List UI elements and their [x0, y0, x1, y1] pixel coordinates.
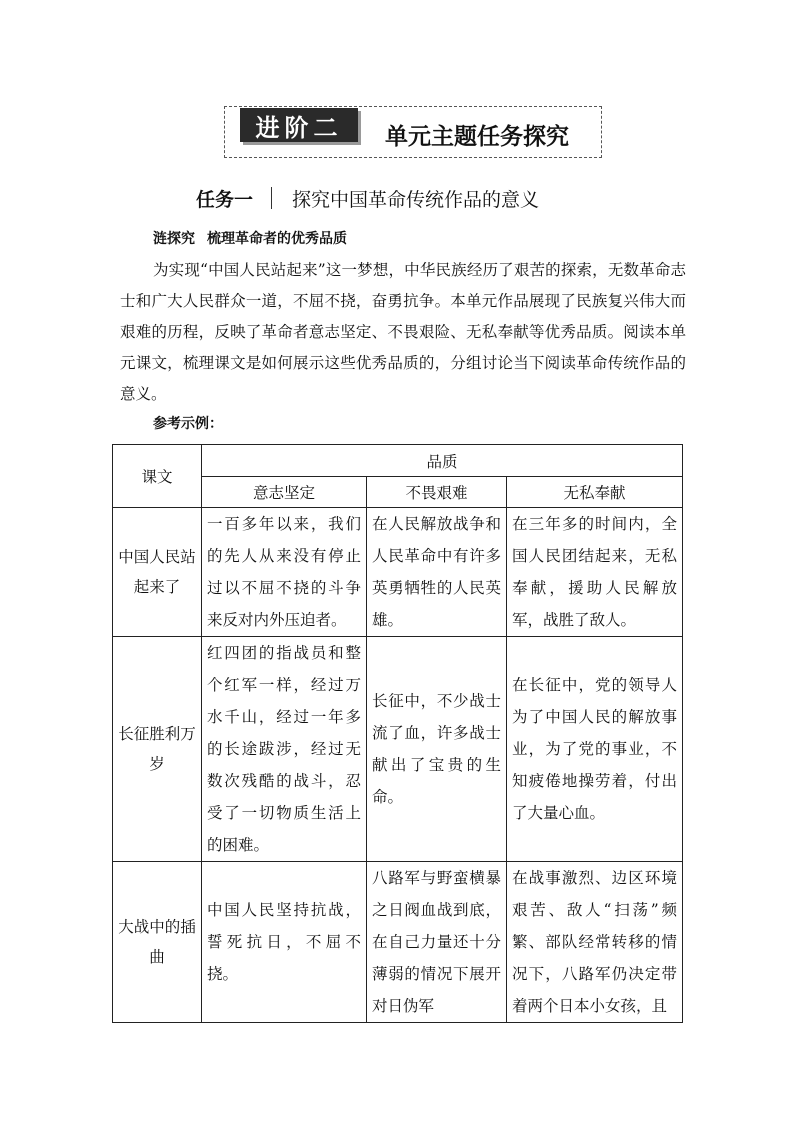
- reference-label: 参考示例：: [153, 416, 223, 432]
- table-cell: 中国人民坚持抗战，誓死抗日，不屈不挠。: [202, 862, 367, 1023]
- table-cell: 红四团的指战员和整个红军一样，经过万水千山，经过一年多的长途跋涉，经过无数次残酷的战斗，忍受了一切物质生活上的困难。: [202, 637, 367, 862]
- table-cell: 在三年多的时间内，全国人民团结起来，无私奉献，援助人民解放军，战胜了敌人。: [507, 508, 683, 637]
- section-label: 涟探究: [153, 231, 195, 247]
- table-cell: 八路军与野蛮横暴之日阀血战到底，在自己力量还十分薄弱的情况下展开对日伪军: [367, 862, 507, 1023]
- header-quality: 品质: [202, 445, 683, 477]
- section-banner-title: 单元主题任务探究: [385, 123, 569, 150]
- header-text: 课文: [113, 445, 202, 508]
- row-title: 中国人民站起来了: [113, 508, 202, 637]
- header-firm-will: 意志坚定: [202, 477, 367, 508]
- table-cell: 在战事激烈、边区环境艰苦、敌人“扫荡”频繁、部队经常转移的情况下，八路军仍决定带着两个日本小女孩，且: [507, 862, 683, 1023]
- quality-table: [112, 444, 683, 1023]
- header-selfless: 无私奉献: [507, 477, 683, 508]
- row-title: 长征胜利万岁: [113, 637, 202, 862]
- table-row: [113, 862, 683, 1023]
- table-row: [113, 637, 683, 862]
- table-cell: 在长征中，党的领导人为了中国人民的解放事业，为了党的事业，不知疲倦地操劳着，付出了大量心血。: [507, 637, 683, 862]
- intro-paragraph: 为实现“中国人民站起来”这一梦想，中华民族经历了艰苦的探索，无数革命志士和广大人民群众一道，不屈不挠，奋勇抗争。本单元作品展现了民族复兴伟大而艰难的历程，反映了革命者意志坚定、不畏艰险、无私奉献等优秀品质。阅读本单元课文，梳理课文是如何展示这些优秀品质的，分组讨论当下阅读革命传统作品的意义。: [120, 261, 686, 403]
- section-banner-tag: 进阶二: [240, 108, 358, 142]
- task-line: [196, 184, 539, 212]
- table-cell: 一百多年以来，我们的先人从来没有停止过以不屈不挠的斗争来反对内外压迫者。: [202, 508, 367, 637]
- task-divider: [271, 187, 272, 209]
- task-subject: 探究中国革命传统作品的意义: [292, 188, 540, 211]
- task-name: 任务一: [196, 188, 254, 211]
- table-cell: 在人民解放战争和人民革命中有许多英勇牺牲的人民英雄。: [367, 508, 507, 637]
- row-title: 大战中的插曲: [113, 862, 202, 1023]
- table-cell: 长征中，不少战士流了血，许多战士献出了宝贵的生命。: [367, 637, 507, 862]
- section-heading-text: 梳理革命者的优秀品质: [207, 231, 347, 247]
- table-row: [113, 508, 683, 637]
- header-fearless: 不畏艰难: [367, 477, 507, 508]
- section-heading: [153, 228, 347, 248]
